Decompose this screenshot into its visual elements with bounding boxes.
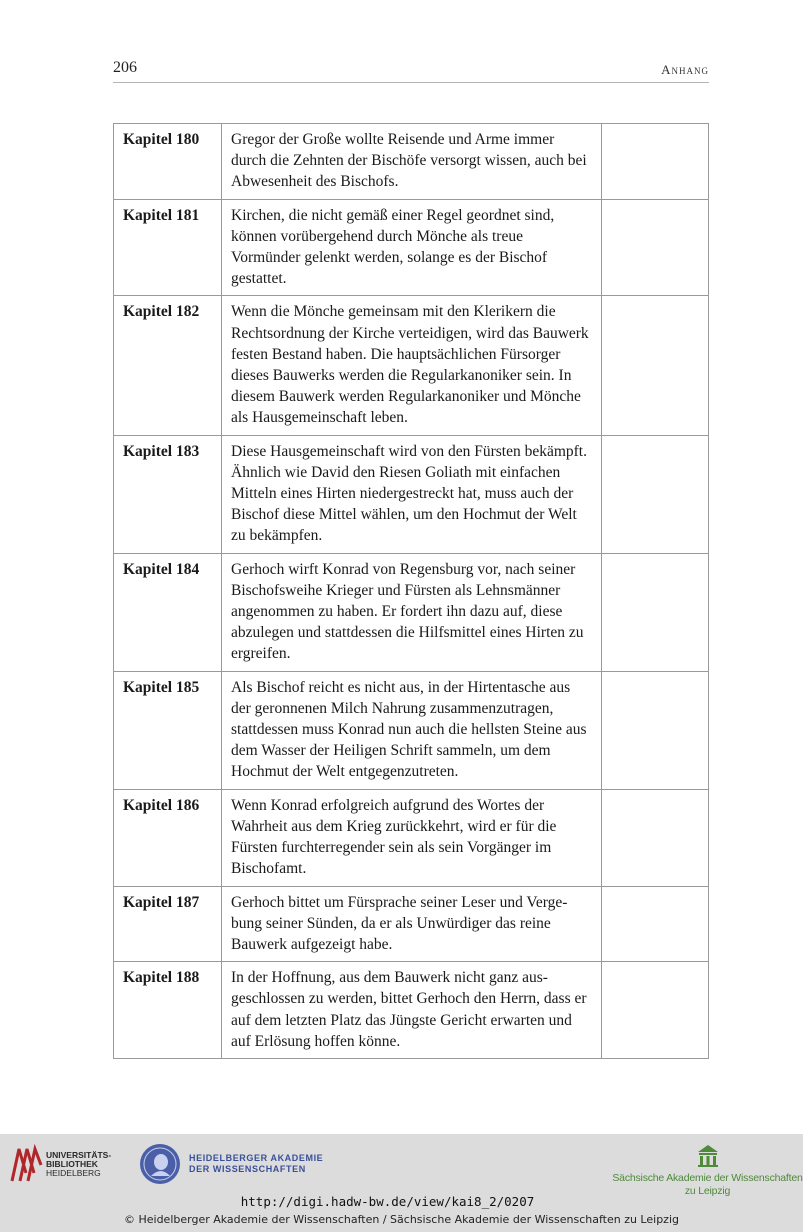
saxon-academy-building-icon[interactable]	[697, 1144, 719, 1168]
table-row	[114, 789, 709, 886]
empty-cell	[602, 553, 709, 671]
footer-bar	[0, 1134, 803, 1232]
empty-cell	[602, 671, 709, 789]
permalink-url[interactable]: http://digi.hadw-bw.de/view/kai8_2/0207	[240, 1194, 535, 1209]
chapter-label: Kapitel 182	[114, 296, 222, 435]
university-library-logo-text[interactable]	[46, 1151, 111, 1178]
chapter-label: Kapitel 188	[114, 962, 222, 1059]
chapter-label: Kapitel 186	[114, 789, 222, 886]
empty-cell	[602, 296, 709, 435]
ub-logo-line: UNIVERSITÄTS-	[46, 1150, 112, 1160]
empty-cell	[602, 199, 709, 296]
chapter-summary: In der Hoffnung, aus dem Bauwerk nicht ganz ausgeschlossen zu werden, bittet Gerhoch den Herrn, dass er auf dem letzten Platz das Jüngste Gericht erwarten und auf Erlösung hoffen könne.	[222, 962, 602, 1059]
table-row	[114, 886, 709, 962]
page-number: 206	[113, 59, 137, 76]
running-head: Anhang	[661, 62, 709, 77]
university-library-logo-icon[interactable]	[9, 1143, 43, 1183]
header-rule	[113, 82, 709, 83]
chapter-summary: Wenn die Mönche gemeinsam mit den Klerikern die Rechtsordnung der Kirche verteidigen, wird das Bauwerk festen Bestand haben. Die hauptsächlichen Fürsorger dieses Bauwerks werden die Regularkanoniker sein. In diesem Bauwerk werden Regularkanoniker und Mönche als Hausgemeinschaft leben.	[222, 296, 602, 435]
hadw-logo-line: DER WISSENSCHAFTEN	[189, 1164, 306, 1174]
chapter-label: Kapitel 184	[114, 553, 222, 671]
chapter-summary: Gregor der Große wollte Reisende und Arme immer durch die Zehnten der Bischöfe versorgt wissen, auch bei Abwesenheit des Bischofs.	[222, 124, 602, 200]
ub-logo-line: BIBLIOTHEK	[46, 1159, 98, 1169]
chapter-label: Kapitel 181	[114, 199, 222, 296]
table-row	[114, 671, 709, 789]
table-row	[114, 296, 709, 435]
chapter-summary: Diese Hausgemeinschaft wird von den Fürsten bekämpft. Ähnlich wie David den Riesen Goliath mit einfachen Mitteln eines Hirten niedergestreckt hat, muss auch der Bischof diese Mittel wählen, um den Hochmut der Welt zu bekämpfen.	[222, 435, 602, 553]
hadw-logo-text[interactable]	[189, 1153, 323, 1175]
table-row	[114, 553, 709, 671]
chapter-label: Kapitel 185	[114, 671, 222, 789]
chapter-summary: Gerhoch wirft Konrad von Regensburg vor, nach seiner Bischofsweihe Krieger und Fürsten als Lehnsmänner angenommen zu haben. Er fordert ihn dazu auf, diese abzulegen und stattdessen die Hilfsmittel eines Hirten zu ergreifen.	[222, 553, 602, 671]
empty-cell	[602, 962, 709, 1059]
hadw-logo-line: HEIDELBERGER AKADEMIE	[189, 1153, 324, 1163]
saw-logo-line: Sächsische Akademie der Wissenschaften	[612, 1172, 803, 1184]
chapter-summary-table	[113, 123, 709, 1059]
chapter-label: Kapitel 183	[114, 435, 222, 553]
chapter-summary: Wenn Konrad erfolgreich aufgrund des Wortes der Wahrheit aus dem Krieg zurückkehrt, wird er für die Fürsten furchterregender sein als sein Vorgänger im Bischofamt.	[222, 789, 602, 886]
table-row	[114, 124, 709, 200]
empty-cell	[602, 124, 709, 200]
chapter-label: Kapitel 180	[114, 124, 222, 200]
empty-cell	[602, 435, 709, 553]
saw-logo-line: zu Leipzig	[684, 1185, 731, 1197]
academy-seal-icon[interactable]	[139, 1143, 181, 1185]
copyright-notice: © Heidelberger Akademie der Wissenschaften / Sächsische Akademie der Wissenschaften zu Leipzig	[123, 1213, 679, 1226]
ub-logo-line: HEIDELBERG	[46, 1168, 101, 1178]
table-row	[114, 435, 709, 553]
chapter-summary: Gerhoch bittet um Fürsprache seiner Leser und Vergebung seiner Sünden, da er als Unwürdiger das reine Bauwerk aufgezeigt habe.	[222, 886, 602, 962]
chapter-label: Kapitel 187	[114, 886, 222, 962]
empty-cell	[602, 886, 709, 962]
table-row	[114, 962, 709, 1059]
chapter-summary: Als Bischof reicht es nicht aus, in der Hirtentasche aus der geronnenen Milch Nahrung zusammenzutragen, stattdessen muss Konrad nun auch die hellsten Steine aus dem Wasser der Heiligen Schrift sammeln, um dem Hochmut der Welt entgegenzutreten.	[222, 671, 602, 789]
empty-cell	[602, 789, 709, 886]
chapter-summary: Kirchen, die nicht gemäß einer Regel geordnet sind, können vorübergehend durch Mönche als treue Vormünder gelenkt werden, solange es der Bischof gestattet.	[222, 199, 602, 296]
table-row	[114, 199, 709, 296]
